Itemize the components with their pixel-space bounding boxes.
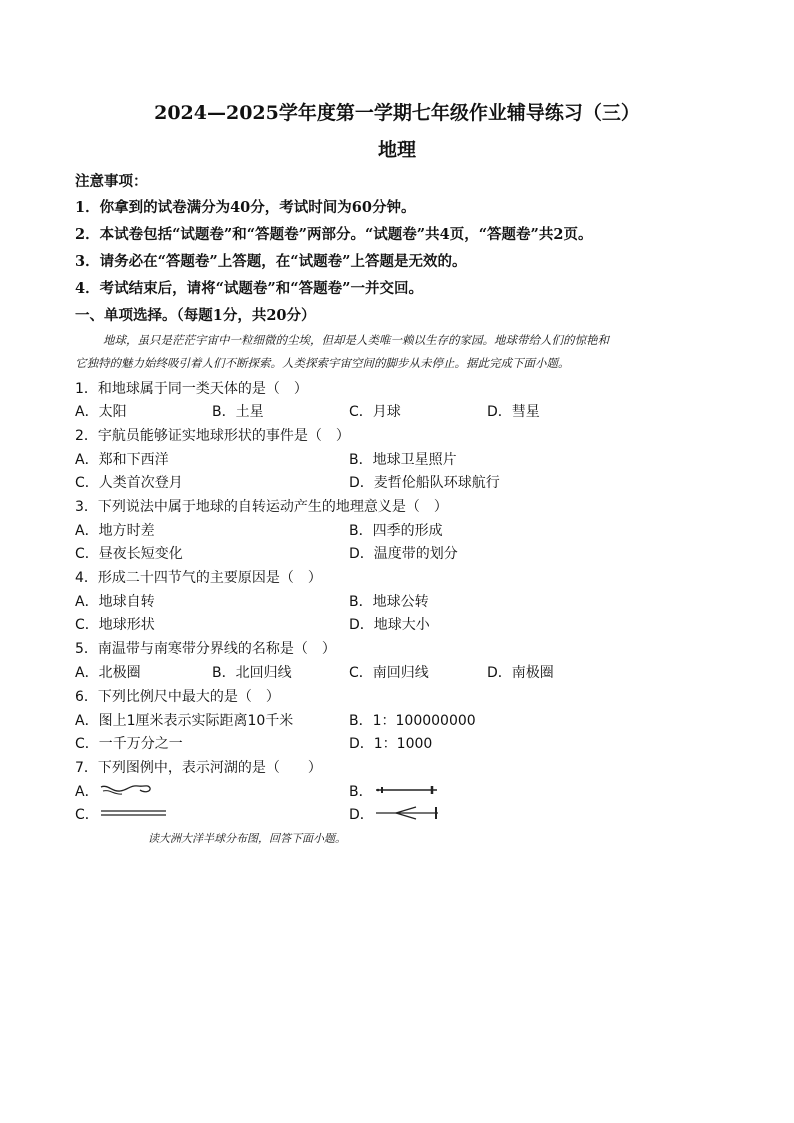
notice-item-4: 4．考试结束后，请将“试题卷”和“答题卷”一并交回。 — [75, 280, 423, 297]
question-2-option-b[interactable]: B．地球卫星照片 — [349, 452, 457, 468]
question-3-option-d[interactable]: D．温度带的划分 — [349, 546, 458, 562]
question-2-option-c[interactable]: C．人类首次登月 — [75, 475, 183, 491]
question-3-option-c[interactable]: C．昼夜长短变化 — [75, 546, 183, 562]
question-2-option-a[interactable]: A．郑和下西洋 — [75, 452, 169, 468]
question-5-option-b[interactable]: B．北回归线 — [212, 665, 292, 681]
question-7-option-d[interactable]: D． — [349, 807, 374, 823]
question-3-option-a[interactable]: A．地方时差 — [75, 523, 155, 539]
section-heading: 一、单项选择。（每题1分，共20分） — [75, 307, 316, 324]
question-6-option-c[interactable]: C．一千万分之一 — [75, 736, 183, 752]
question-7-stem: 7．下列图例中，表示河湖的是（ ） — [75, 760, 322, 776]
question-6-option-d[interactable]: D．1：1000 — [349, 736, 433, 752]
railway-line-icon — [374, 784, 440, 796]
question-6-option-b[interactable]: B．1：100000000 — [349, 713, 476, 729]
question-3-stem: 3．下列说法中属于地球的自转运动产生的地理意义是（ ） — [75, 499, 448, 515]
question-1-option-d[interactable]: D．彗星 — [487, 404, 540, 420]
question-1-option-a[interactable]: A．太阳 — [75, 404, 127, 420]
question-4-option-d[interactable]: D．地球大小 — [349, 617, 430, 633]
question-3-option-b[interactable]: B．四季的形成 — [349, 523, 443, 539]
question-2-option-d[interactable]: D．麦哲伦船队环球航行 — [349, 475, 500, 491]
question-6-option-a[interactable]: A．图上1厘米表示实际距离10千米 — [75, 713, 294, 729]
question-5-stem: 5．南温带与南寒带分界线的名称是（ ） — [75, 641, 336, 657]
question-7-option-a[interactable]: A． — [75, 784, 99, 800]
question-5-option-c[interactable]: C．南回归线 — [349, 665, 429, 681]
question-5-option-a[interactable]: A．北极圈 — [75, 665, 141, 681]
river-curve-icon — [100, 782, 152, 798]
notice-item-3: 3．请务必在“答题卷”上答题，在“试题卷”上答题是无效的。 — [75, 253, 467, 270]
question-1-stem: 1．和地球属于同一类天体的是（ ） — [75, 381, 308, 397]
question-2-stem: 2．宇航员能够证实地球形状的事件是（ ） — [75, 428, 350, 444]
question-5-option-d[interactable]: D．南极圈 — [487, 665, 554, 681]
subject-title: 地理 — [377, 139, 416, 161]
notice-item-1: 1．你拿到的试卷满分为40分，考试时间为60分钟。 — [75, 199, 416, 216]
question-1-option-b[interactable]: B．土星 — [212, 404, 264, 420]
question-1-option-c[interactable]: C．月球 — [349, 404, 401, 420]
map-reading-note: 读大洲大洋半球分布图，回答下面小题。 — [148, 832, 346, 845]
intro-line-2: 它独特的魅力始终吸引着人们不断探索。人类探索宇宙空间的脚步从未停止。据此完成下面小题。 — [75, 356, 570, 370]
question-7-option-c[interactable]: C． — [75, 807, 99, 823]
intro-line-1: 地球，虽只是茫茫宇宙中一粒细微的尘埃，但却是人类唯一赖以生存的家园。地球带给人们的惊艳和 — [103, 333, 609, 347]
notice-heading: 注意事项： — [75, 173, 148, 190]
arrow-left-icon — [374, 805, 442, 821]
double-line-road-icon — [100, 808, 168, 818]
question-4-option-c[interactable]: C．地球形状 — [75, 617, 155, 633]
question-4-option-b[interactable]: B．地球公转 — [349, 594, 429, 610]
question-7-option-b[interactable]: B． — [349, 784, 373, 800]
question-4-stem: 4．形成二十四节气的主要原因是（ ） — [75, 570, 322, 586]
question-6-stem: 6．下列比例尺中最大的是（ ） — [75, 689, 280, 705]
page-title: 2024—2025学年度第一学期七年级作业辅导练习（三） — [154, 102, 640, 124]
notice-item-2: 2．本试卷包括“试题卷”和“答题卷”两部分。“试题卷”共4页，“答题卷”共2页。 — [75, 226, 593, 243]
question-4-option-a[interactable]: A．地球自转 — [75, 594, 155, 610]
